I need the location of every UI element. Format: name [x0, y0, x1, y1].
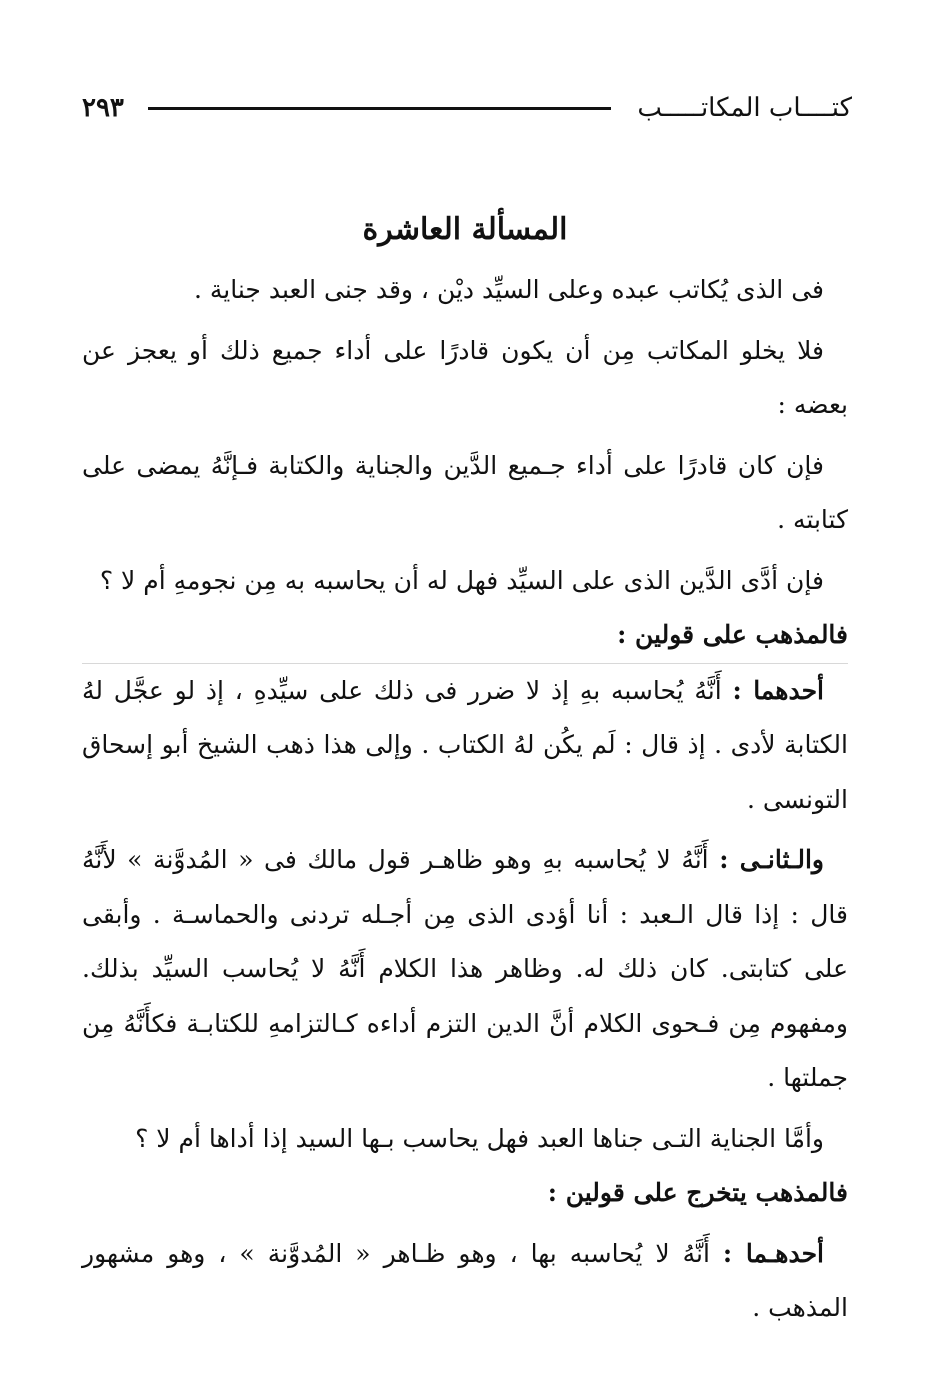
- page-header: [82, 88, 852, 128]
- chapter-title: المسألة العاشرة: [362, 212, 568, 247]
- opinion-paragraph: [82, 1227, 848, 1336]
- opinion-paragraph: [82, 663, 848, 828]
- paragraph-text: فإن أدَّى الدَّين الذى على السيِّد فهل له أن يحاسبه به مِن نجومهِ أم لا ؟: [99, 565, 824, 595]
- opinion-label: أحدهـما :: [722, 1238, 824, 1268]
- paragraph-text: فلا يخلو المكاتب مِن أن يكون قادرًا على أداء جميع ذلك أو يعجز عن بعضه :: [82, 335, 848, 419]
- paragraph-text: وأمَّا الجناية التـى جناها العبد فهل يحاسب بـها السيد إذا أداها أم لا ؟: [135, 1123, 824, 1153]
- paragraph: [82, 554, 848, 609]
- page-body: [82, 205, 848, 1336]
- page-number: ٢٩٣: [82, 93, 124, 123]
- opinion-label: والـثانـى :: [719, 845, 824, 874]
- section-heading: فالمذهب يتخرج على قولين :: [547, 1178, 848, 1207]
- paragraph-text: أَنَّهُ لا يُحاسبه بها ، وهو ظـاهر « المُدوَّنة » ، وهو مشهور المذهب .: [82, 1238, 848, 1322]
- paragraph: [82, 439, 848, 548]
- paragraph: [82, 324, 848, 433]
- paragraph-text: فإن كان قادرًا على أداء جـميع الدَّين والجناية والكتابة فـإنَّهُ يمضى على كتابته .: [82, 450, 848, 534]
- paragraph-text: أَنَّهُ يُحاسبه بهِ إذ لا ضرر فى ذلك على سيِّدهِ ، إذ لو عجَّل لهُ الكتابة لأدى . إذ قال : لَم يكُن لهُ الكتاب . وإلى هذا ذهب الشيخ أبو إسحاق التونسى .: [82, 675, 848, 814]
- opinion-label: أحدهما :: [732, 675, 824, 705]
- header-rule: [148, 107, 611, 110]
- paragraph-text: فى الذى يُكاتب عبده وعلى السيِّد ديْن ، وقد جنى العبد جناية .: [194, 275, 824, 304]
- paragraph: [82, 1112, 848, 1167]
- running-title: كتــــاب المكاتـــــب: [637, 93, 852, 123]
- paragraph-text: أَنَّهُ لا يُحاسبه بهِ وهو ظاهـر قول مالك فى « المُدوَّنة » لأَنَّهُ قال : إذا قال الـعبد : أنا أؤدى الذى مِن أجـله تردنى والحماسـة . وأبقى على كتابتى. كان ذلك له. وظاهر هذا الكلام أَنَّهُ لا يُحاسب السيِّد بذلك. ومفهوم مِن فـحوى الكلام أنَّ الدين التزم أداءه كـالتزامهِ للكتابـة فكأَنَّهُ مِن جملتها .: [82, 845, 848, 1092]
- opinion-paragraph: [82, 833, 848, 1106]
- section-heading: فالمذهب على قولين :: [617, 620, 848, 649]
- paragraph-intro: [82, 263, 848, 318]
